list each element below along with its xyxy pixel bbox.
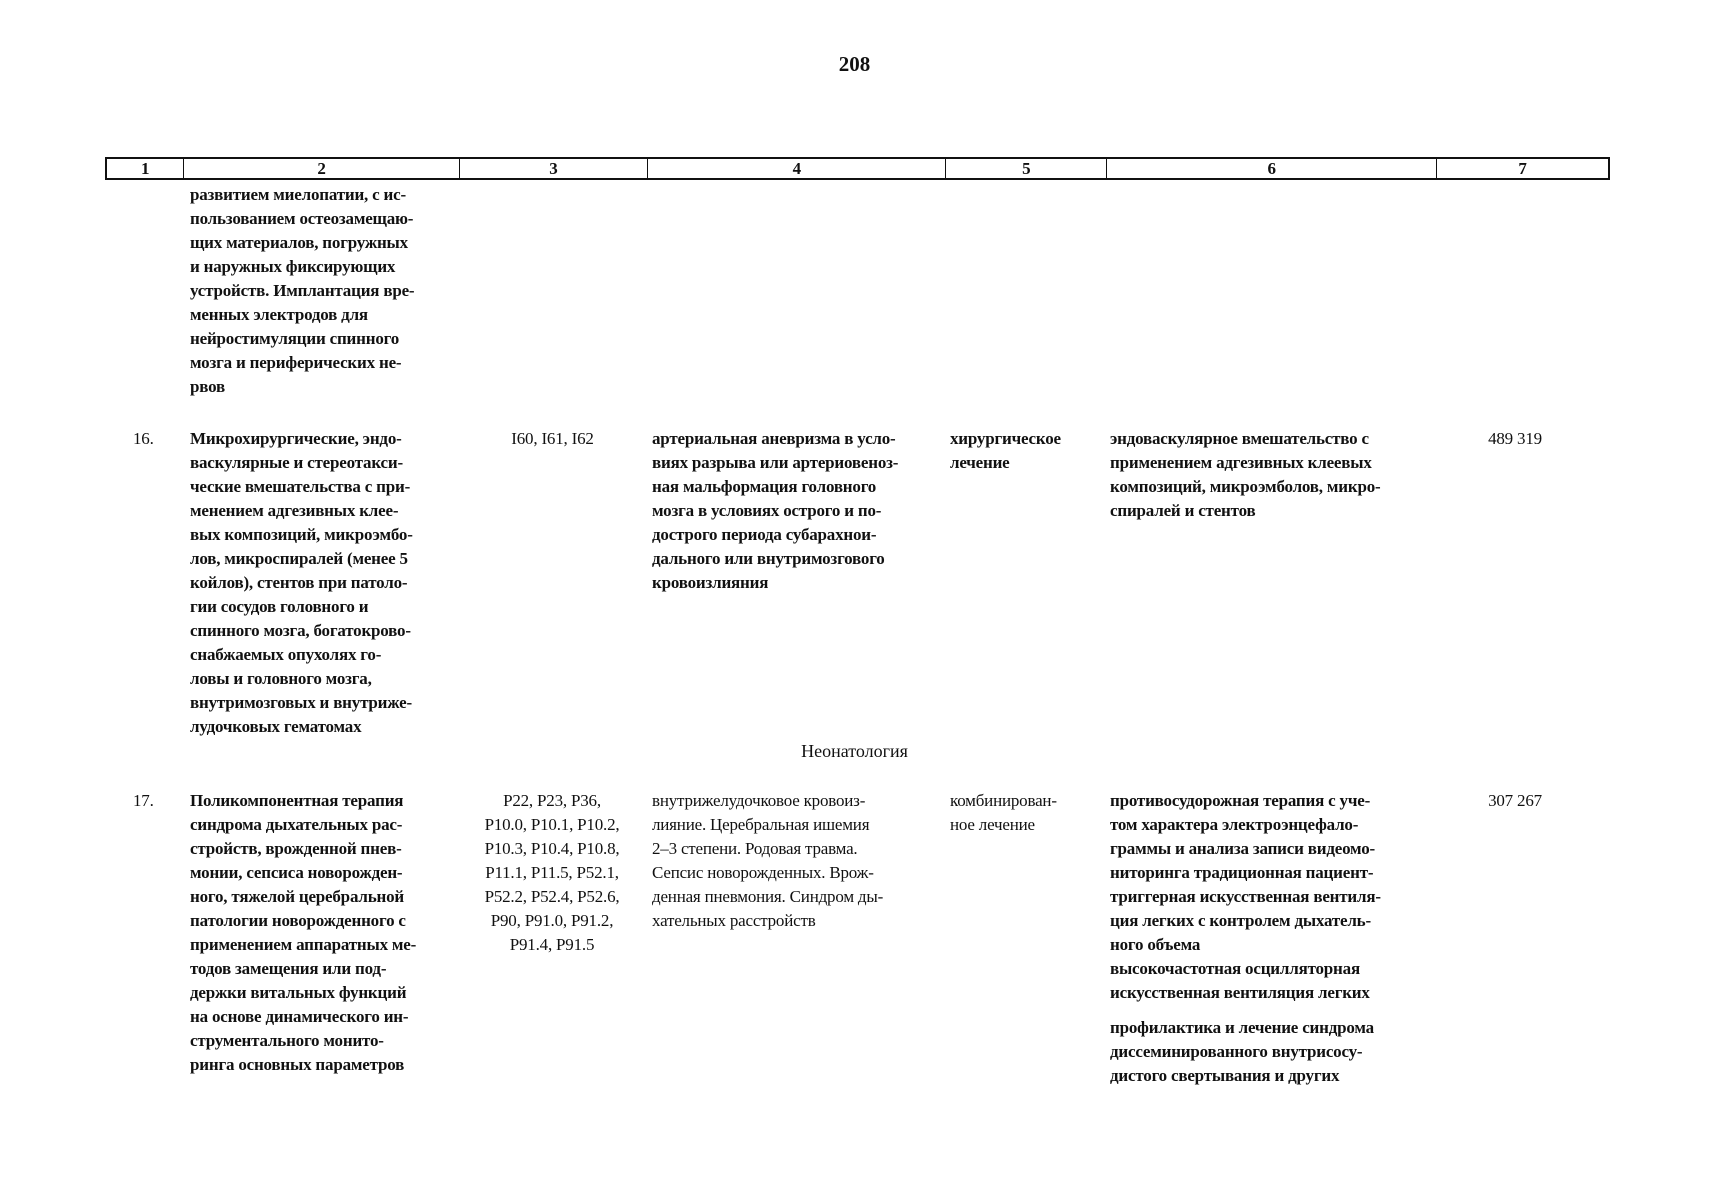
row-17-col3: P22, P23, P36, P10.0, P10.1, P10.2, P10.3, P10.4, P10.8, P11.1, P11.5, P52.1, P52.2, P52.4, P52.6, P90, P91.0, P91.2, P91.4, P91.5 xyxy=(484,791,620,954)
header-col-4: 4 xyxy=(647,159,945,178)
row-17-col4: внутрижелудочковое кровоиз- лияние. Церебральная ишемия 2–3 степени. Родовая травма. Сепсис новорожденных. Врож- денная пневмония. Синдром ды- хательных расстройств xyxy=(652,791,884,930)
row-17-number: 17. xyxy=(133,791,154,810)
row-16-col2: Микрохирургические, эндо- васкулярные и стереотакси- ческие вмешательства с при- менением адгезивных клее- вых композиций, микроэмбо- лов, микроспиралей (менее 5 койлов), стентов при патоло- гии сосудов головного и спинного мозга, богатокрово- снабжаемых опухолях го- ловы и головного мозга, внутримозговых и внутриже- лудочковых гематомах xyxy=(190,429,413,736)
table-header-row xyxy=(105,157,1610,180)
row-17-col7: 307 267 xyxy=(1488,791,1542,810)
header-col-7: 7 xyxy=(1436,159,1608,178)
header-col-5: 5 xyxy=(945,159,1106,178)
header-col-2: 2 xyxy=(183,159,458,178)
row-17-col6-part1: противосудорожная терапия с уче- том характера электроэнцефало- граммы и анализа записи видеомо- ниторинга традиционная пациент- триггерная искусственная вентиля- ция легких с контролем дыхатель- ного объема высокочастотная осцилляторная искусственная вентиляция легких xyxy=(1110,791,1381,1002)
row-16-col7: 489 319 xyxy=(1488,429,1542,448)
row-16-col6: эндоваскулярное вмешательство с применением адгезивных клеевых композиций, микроэмболов, микро- спиралей и стентов xyxy=(1110,429,1381,520)
section-title: Неонатология xyxy=(801,741,908,761)
page-number: 208 xyxy=(838,52,871,76)
row-16-col5: хирургическое лечение xyxy=(950,429,1061,472)
row-17-col6-part2: профилактика и лечение синдрома диссеминированного внутрисосу- дистого свертывания и других xyxy=(1110,1018,1374,1085)
continuation-col2: развитием миелопатии, с ис- пользованием остеозамещаю- щих материалов, погружных и наружных фиксирующих устройств. Имплантация вре- менных электродов для нейростимуляции спинного мозга и периферических не- рвов xyxy=(190,185,415,396)
row-16-col4: артериальная аневризма в усло- виях разрыва или артериовеноз- ная мальформация головного мозга в условиях острого и по- дострого периода субарахнои- дального или внутримозгового кровоизлияния xyxy=(652,429,899,592)
header-col-3: 3 xyxy=(459,159,648,178)
header-col-1: 1 xyxy=(140,159,150,178)
row-16-col3: I60, I61, I62 xyxy=(511,429,594,448)
row-17-col5: комбинирован- ное лечение xyxy=(950,791,1057,834)
row-17-col2: Поликомпонентная терапия синдрома дыхательных рас- стройств, врожденной пнев- монии, сепсиса новорожден- ного, тяжелой церебральной патологии новорожденного с применением аппаратных ме- тодов замещения или под- держки витальных функций на основе динамического ин- струментального монито- ринга основных параметров xyxy=(190,791,417,1074)
row-16-number: 16. xyxy=(133,429,154,448)
header-col-6: 6 xyxy=(1106,159,1436,178)
